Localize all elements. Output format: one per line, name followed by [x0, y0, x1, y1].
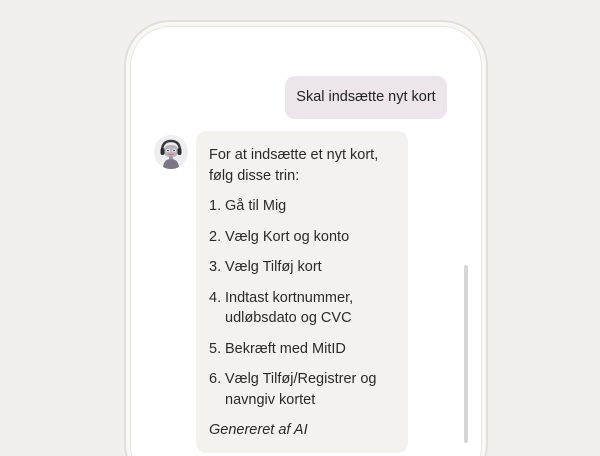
step-item [209, 257, 394, 278]
step-number: 1. [209, 198, 222, 214]
bot-message-bubble [196, 131, 408, 453]
step-text: Bekræft med MitID [225, 340, 346, 357]
user-message-bubble: Skal indsætte nyt kort [285, 76, 447, 119]
step-item [209, 369, 394, 410]
chat-screen [130, 26, 482, 456]
step-number: 6. [209, 371, 222, 387]
bot-intro-text: For at indsætte et nyt kort, følg disse trin: [209, 147, 379, 184]
step-text: Vælg Kort og konto [225, 228, 350, 245]
step-text: Gå til Mig [225, 198, 287, 214]
step-number: 3. [209, 259, 222, 275]
step-item [209, 227, 394, 248]
step-text: Vælg Tilføj/Registrer og navngiv kortet [225, 371, 377, 408]
scrollbar-thumb[interactable] [464, 265, 468, 443]
step-number: 2. [209, 228, 222, 245]
bot-avatar [154, 135, 188, 169]
step-text: Indtast kortnummer, udløbsdato og CVC [225, 289, 354, 326]
ai-generated-label: Genereret af AI [209, 422, 308, 438]
step-text: Vælg Tilføj kort [225, 259, 322, 275]
step-item [209, 339, 394, 360]
steps-list [209, 196, 394, 410]
robot-assistant-icon [154, 135, 188, 169]
step-item [209, 288, 394, 329]
step-number: 5. [209, 340, 222, 357]
step-item [209, 196, 394, 217]
step-number: 4. [209, 289, 222, 306]
